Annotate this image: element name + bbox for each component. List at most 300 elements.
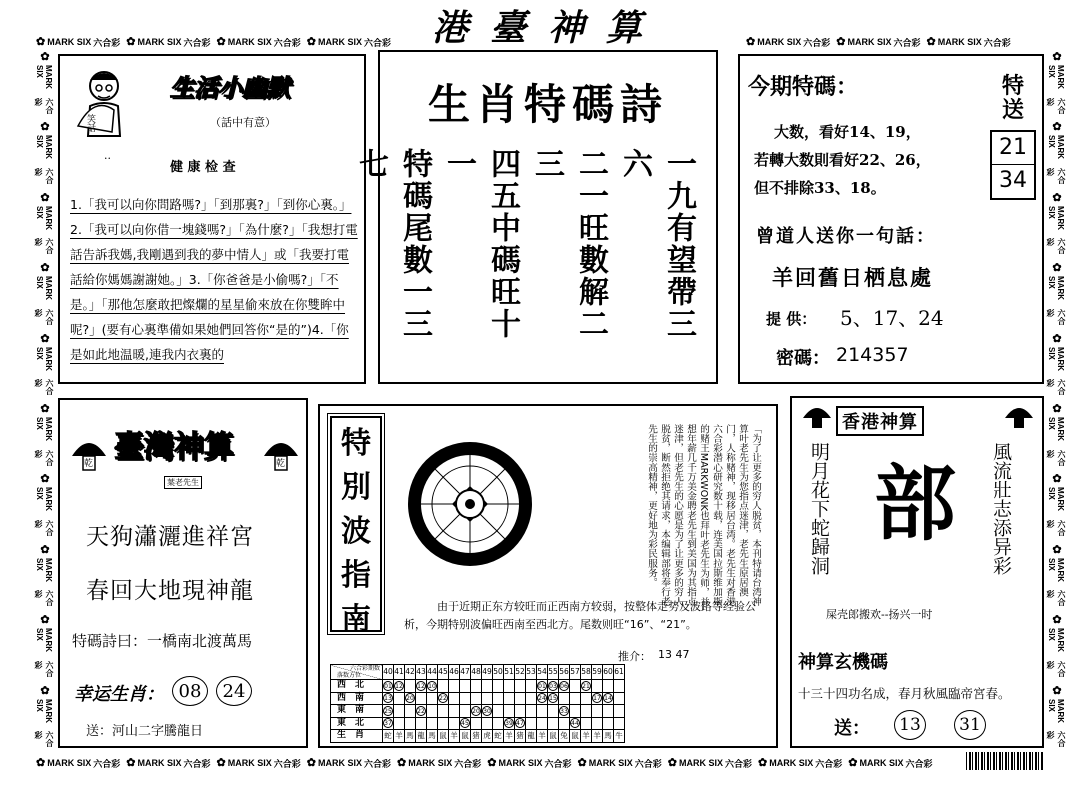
- mushroom-right-icon: [262, 436, 300, 476]
- flower-icon: ✿: [38, 402, 51, 416]
- period-header: 56: [559, 665, 570, 680]
- ribbon-segment: [33, 613, 55, 679]
- table-cell: [614, 717, 625, 730]
- table-cell: [504, 680, 515, 693]
- table-cell: [482, 717, 493, 730]
- ribbon-segment: [1045, 472, 1067, 538]
- provide-label: 提 供：: [766, 310, 817, 328]
- table-cell: [581, 680, 592, 693]
- provide-numbers: 5、17、24: [840, 306, 944, 330]
- ribbon-mark: MARK SIX: [227, 758, 272, 768]
- ribbon-segment: [1045, 684, 1067, 750]
- table-cell: [471, 717, 482, 730]
- table-cell: [482, 692, 493, 705]
- table-cell: [438, 692, 449, 705]
- table-cell: [493, 692, 504, 705]
- marked-number: 22: [439, 695, 447, 703]
- ribbon-segment: [36, 757, 120, 770]
- ribbon-brand: 六合彩: [815, 758, 843, 769]
- ribbon-segment: [1045, 402, 1067, 468]
- table-row: [331, 705, 625, 718]
- table-cell: [438, 680, 449, 693]
- table-corner-bottom: 落数方位: [337, 672, 362, 679]
- ribbon-mark: MARK SIX: [1047, 276, 1065, 301]
- flower-icon: ✿: [216, 756, 226, 769]
- guide-panel: [318, 404, 778, 748]
- table-cell: [515, 717, 526, 730]
- marked-number: 15: [549, 695, 557, 703]
- table-cell: [405, 717, 416, 730]
- row-label: 東 南: [331, 705, 383, 718]
- table-cell: [427, 680, 438, 693]
- period-header: 47: [460, 665, 471, 680]
- table-cell: [471, 692, 482, 705]
- hk-big-char: 部: [874, 456, 957, 552]
- ribbon-brand: 六合彩: [634, 758, 662, 769]
- ribbon-mark: MARK SIX: [35, 65, 53, 89]
- table-cell: [416, 680, 427, 693]
- flower-icon: ✿: [38, 683, 51, 697]
- current-lines: [754, 118, 931, 202]
- guide-analysis: 由于近期正东方较旺而正西南方较弱，按整体走势及波路等经验公析，今期特别波偏旺西南至西北方。尾数则旺“16”、“21”。: [404, 600, 756, 631]
- ribbon-brand: 六合彩: [273, 37, 301, 48]
- table-cell: [460, 692, 471, 705]
- zodiac-cell: 鼠: [439, 731, 447, 740]
- table-cell: [570, 717, 581, 730]
- marked-number: 20: [406, 695, 414, 703]
- flower-icon: ✿: [38, 120, 51, 134]
- table-cell: [427, 717, 438, 730]
- marked-number: 13: [384, 695, 392, 703]
- table-cell: [427, 705, 438, 718]
- zodiac-cell: 羊: [582, 731, 590, 740]
- ribbon-brand: 六合彩: [183, 758, 211, 769]
- table-cell: [383, 680, 394, 693]
- flower-icon: ✿: [126, 756, 136, 769]
- table-cell: [394, 717, 405, 730]
- zodiac-cell: 馬: [604, 731, 612, 740]
- flower-icon: ✿: [577, 756, 587, 769]
- current-line: 若轉大数則看好22、26，: [754, 151, 931, 169]
- ribbon-mark: MARK SIX: [35, 417, 53, 442]
- guide-intro: 「为了让更多的穷人脱贫，本刊特请台湾神算叶老先生为您指点迷津，老先生原居澳门，人称赌神，现移居台湾。老先生对香港六合彩潜心研究数十载，连美国拉斯维加斯的赌王MARKWONK也拜叶老先生为师，并想年薪几千万美金聘老先生到美国为其指点迷津，但老先生的心愿是为了让更多的穷人脱贫，断然拒绝其请求，本编辑部将奉行老先生的崇高精神，更好地为彩民服务。: [646, 424, 761, 607]
- poem-column: 特碼尾數一三七: [353, 148, 432, 340]
- table-cell: [592, 680, 603, 693]
- ribbon-brand: 六合彩: [1046, 168, 1066, 185]
- ribbon-brand: 六合彩: [34, 731, 54, 748]
- period-header: 46: [449, 665, 460, 680]
- table-cell: [559, 705, 570, 718]
- row-label: 西 北: [331, 680, 383, 693]
- recommend-label: 推介：: [618, 650, 651, 663]
- period-header: 43: [416, 665, 427, 680]
- flower-icon: ✿: [38, 542, 51, 556]
- ribbon-segment: [36, 36, 120, 49]
- table-cell: [438, 717, 449, 730]
- marked-number: 24: [538, 695, 546, 703]
- table-cell: [427, 692, 438, 705]
- ribbon-mark: MARK SIX: [317, 758, 362, 768]
- current-panel: [738, 54, 1044, 384]
- ribbon-mark: MARK SIX: [757, 37, 802, 47]
- period-header: 41: [394, 665, 405, 680]
- table-cell: [548, 692, 559, 705]
- table-cell: [515, 680, 526, 693]
- ribbon-brand: 六合彩: [34, 590, 54, 607]
- ribbon-brand: 六合彩: [93, 758, 121, 769]
- ribbon-mark: MARK SIX: [137, 758, 182, 768]
- ribbon-brand: 六合彩: [1046, 238, 1066, 255]
- table-cell: [581, 705, 592, 718]
- humor-heading: 健 康 检 查: [170, 160, 236, 175]
- hk-send-number-circle: [894, 710, 926, 740]
- table-cell: [482, 680, 493, 693]
- flower-icon: ✿: [126, 35, 136, 48]
- ribbon-segment: [578, 757, 662, 770]
- marked-number: 45: [461, 720, 469, 728]
- table-cell: [526, 692, 537, 705]
- guide-title-char: 特: [341, 426, 371, 461]
- top-left-ribbon: [36, 32, 391, 52]
- send-box: [990, 130, 1036, 200]
- table-cell: [394, 680, 405, 693]
- ribbon-segment: [1045, 50, 1067, 116]
- period-header: 48: [471, 665, 482, 680]
- ribbon-mark: MARK SIX: [937, 37, 982, 47]
- period-header: 57: [570, 665, 581, 680]
- table-cell: [416, 705, 427, 718]
- marked-number: 25: [384, 707, 392, 715]
- current-line: 大数，看好14、19，: [774, 123, 921, 141]
- ribbon-mark: MARK SIX: [408, 758, 453, 768]
- table-cell: [504, 705, 515, 718]
- zodiac-cell: 蛇: [494, 731, 502, 740]
- badge-text: 乾: [276, 459, 286, 469]
- ribbon-brand: 六合彩: [34, 238, 54, 255]
- flower-icon: ✿: [36, 35, 46, 48]
- ribbon-segment: [33, 332, 55, 398]
- ribbon-mark: MARK SIX: [35, 276, 53, 301]
- guide-title-box: [330, 416, 382, 637]
- hk-right-mushroom-icon: [1004, 404, 1034, 434]
- flower-icon: ✿: [758, 756, 768, 769]
- period-header: 50: [493, 665, 504, 680]
- zodiac-cell: 羊: [593, 731, 601, 740]
- period-header: 52: [515, 665, 526, 680]
- ribbon-segment: [33, 261, 55, 327]
- ribbon-brand: 六合彩: [724, 758, 752, 769]
- table-cell: [482, 705, 493, 718]
- table-corner: [331, 665, 383, 680]
- ribbon-segment: [307, 36, 391, 49]
- table-row: [331, 680, 625, 693]
- table-cell: [383, 692, 394, 705]
- zodiac-cell: 馬: [406, 731, 414, 740]
- ribbon-mark: MARK SIX: [227, 37, 272, 47]
- marked-number: 01: [538, 682, 546, 690]
- hk-left-mushroom-icon: [802, 404, 832, 434]
- period-header: 40: [383, 665, 394, 680]
- flower-icon: ✿: [36, 756, 46, 769]
- row-label: 東 北: [331, 717, 383, 730]
- table-cell: [603, 717, 614, 730]
- ribbon-brand: 六合彩: [183, 37, 211, 48]
- table-cell: [614, 705, 625, 718]
- table-cell: [416, 717, 427, 730]
- ribbon-segment: [1045, 120, 1067, 186]
- table-cell: [559, 717, 570, 730]
- period-header: 51: [504, 665, 515, 680]
- ribbon-segment: [848, 757, 932, 770]
- code-value: 214357: [836, 344, 909, 366]
- table-cell: [581, 717, 592, 730]
- flower-icon: ✿: [38, 331, 51, 345]
- zodiac-cell: 羊: [395, 731, 403, 740]
- ribbon-segment: [397, 757, 481, 770]
- ribbon-brand: 六合彩: [34, 168, 54, 185]
- table-cell: [493, 680, 504, 693]
- ribbon-mark: MARK SIX: [35, 135, 53, 160]
- ribbon-mark: MARK SIX: [35, 346, 53, 371]
- flower-icon: ✿: [38, 190, 51, 204]
- poem-column: 一九有望帶三六: [617, 148, 696, 340]
- table-cell: [526, 705, 537, 718]
- table-cell: [449, 717, 460, 730]
- table-cell: [493, 717, 504, 730]
- table-cell: [405, 692, 416, 705]
- ribbon-brand: 六合彩: [34, 520, 54, 537]
- ribbon-segment: [1045, 191, 1067, 257]
- period-header: 61: [614, 665, 625, 680]
- ribbon-segment: [1045, 613, 1067, 679]
- poem-column: 四五中碼旺十一: [441, 148, 520, 340]
- ribbon-brand: 六合彩: [803, 37, 831, 48]
- ribbon-mark: MARK SIX: [1047, 557, 1065, 582]
- flower-icon: ✿: [1050, 613, 1063, 627]
- table-cell: [592, 717, 603, 730]
- table-cell: [383, 717, 394, 730]
- table-cell: [581, 692, 592, 705]
- ribbon-segment: [668, 757, 752, 770]
- ribbon-segment: [927, 36, 1011, 49]
- flower-icon: ✿: [1050, 472, 1063, 486]
- hk-panel: [790, 396, 1044, 748]
- marked-number: 12: [417, 682, 425, 690]
- flower-icon: ✿: [667, 756, 677, 769]
- period-header: 55: [548, 665, 559, 680]
- ribbon-mark: MARK SIX: [769, 758, 814, 768]
- table-cell: [603, 692, 614, 705]
- zodiac-cell: 羊: [538, 731, 546, 740]
- ribbon-mark: MARK SIX: [1047, 65, 1065, 89]
- table-cell: [493, 705, 504, 718]
- hk-caption: 屎壳郎搬欢--扬兴一时: [826, 608, 933, 621]
- flower-icon: ✿: [216, 35, 226, 48]
- period-header: 60: [603, 665, 614, 680]
- saying-text: 羊回舊日栖息處: [772, 265, 933, 290]
- ribbon-mark: MARK SIX: [1047, 487, 1065, 512]
- flower-icon: ✿: [1050, 402, 1063, 416]
- recommend-numbers: 13 47: [658, 648, 690, 661]
- table-cell: [504, 717, 515, 730]
- row-label: 西 南: [331, 692, 383, 705]
- humor-body: 1.「我可以向你問路嗎?」「到那裏?」「到你心裏。」2.「我可以向你借一塊錢嗎?」「為什麼?」「我想打電話告訴我媽,我剛遇到我的夢中情人」或「我要打電話給你媽媽謝謝她。」3.「你爸爸是小偷嗎?」「不是。」「那他怎麼敢把燦爛的星星偷來放在你雙眸中呢?」(要有心裏準備如果她們回答你“是的”)4.「你是如此地温暖,連我内衣裏的: [70, 197, 358, 362]
- bottom-ribbon: [36, 753, 1046, 773]
- zodiac-cell: 鼠: [549, 731, 557, 740]
- table-cell: [570, 680, 581, 693]
- table-cell: [614, 680, 625, 693]
- period-header: 54: [537, 665, 548, 680]
- lucky-number-circle: [172, 676, 208, 706]
- period-header: 49: [482, 665, 493, 680]
- zodiac-cell: 羊: [450, 731, 458, 740]
- ribbon-segment: [217, 757, 301, 770]
- ribbon-segment: [217, 36, 301, 49]
- zodiac-cell: 鼠: [461, 731, 469, 740]
- ribbon-mark: MARK SIX: [35, 628, 53, 653]
- ribbon-brand: 六合彩: [1046, 308, 1066, 325]
- table-cell: [526, 680, 537, 693]
- flower-icon: ✿: [38, 50, 51, 63]
- humor-subtitle: （話中有意）: [210, 116, 276, 129]
- ribbon-mark: MARK SIX: [47, 37, 92, 47]
- table-cell: [559, 692, 570, 705]
- zodiac-cell: 牛: [615, 731, 623, 740]
- top-right-ribbon: [746, 32, 1046, 52]
- poem-column: 二一旺數解二三: [529, 148, 608, 340]
- table-cell: [460, 717, 471, 730]
- ribbon-segment: [33, 50, 55, 116]
- table-cell: [383, 705, 394, 718]
- header-title: 港臺神算: [431, 7, 664, 49]
- zodiac-cell: 馬: [428, 731, 436, 740]
- flower-icon: ✿: [848, 756, 858, 769]
- guide-title-char: 波: [341, 514, 371, 549]
- flower-icon: ✿: [1050, 542, 1063, 556]
- ribbon-brand: 六合彩: [34, 449, 54, 466]
- zodiac-cell: 龍: [527, 731, 535, 740]
- table-cell: [416, 692, 427, 705]
- guide-title-char: 指: [341, 558, 371, 593]
- lucky-number: 08: [172, 676, 208, 706]
- send-number: 34: [999, 168, 1027, 193]
- lucky-number-circle: [216, 676, 252, 706]
- period-header: 45: [438, 665, 449, 680]
- marked-number: 10: [428, 682, 436, 690]
- code-label: 密碼：: [776, 348, 830, 369]
- ribbon-brand: 六合彩: [363, 37, 391, 48]
- table-corner-top: 六合彩期数: [349, 665, 380, 672]
- period-header: 53: [526, 665, 537, 680]
- ribbon-segment: [1045, 261, 1067, 327]
- table-cell: [405, 680, 416, 693]
- marked-number: 14: [604, 695, 612, 703]
- table-cell: [548, 680, 559, 693]
- table-cell: [537, 692, 548, 705]
- marked-number: 47: [516, 720, 524, 728]
- ribbon-segment: [33, 191, 55, 257]
- ribbon-mark: MARK SIX: [35, 205, 53, 230]
- table-cell: [438, 705, 449, 718]
- ribbon-brand: 六合彩: [93, 37, 121, 48]
- table-cell: [460, 680, 471, 693]
- hk-left-col: 明月花下蛇歸洞: [808, 442, 830, 575]
- marked-number: 12: [395, 682, 403, 690]
- taiwan-logo: 臺灣神算: [114, 430, 234, 465]
- period-table: [330, 664, 625, 743]
- flower-icon: ✿: [1050, 261, 1063, 275]
- taiwan-line2: 春回大地現神龍: [86, 578, 254, 604]
- marked-number: 22: [417, 707, 425, 715]
- mushroom-left-icon: [70, 436, 108, 476]
- ribbon-segment: [33, 472, 55, 538]
- ribbon-segment: [307, 757, 391, 770]
- zodiac-cell: 兔: [560, 731, 568, 740]
- ribbon-segment: [1045, 332, 1067, 398]
- zodiac-row: [331, 730, 625, 743]
- table-cell: [592, 692, 603, 705]
- zodiac-cell: 鼠: [571, 731, 579, 740]
- table-cell: [394, 705, 405, 718]
- ribbon-segment: [33, 120, 55, 186]
- ribbon-mark: MARK SIX: [35, 698, 53, 723]
- taiwan-poem: 特碼詩曰：一橋南北渡萬馬: [72, 632, 253, 650]
- ribbon-segment: [836, 36, 920, 49]
- ribbon-segment: [33, 684, 55, 750]
- ribbon-brand: 六合彩: [983, 37, 1011, 48]
- ribbon-mark: MARK SIX: [847, 37, 892, 47]
- guide-title-char: 南: [341, 602, 371, 637]
- marked-number: 03: [549, 682, 557, 690]
- table-cell: [449, 705, 460, 718]
- saying-intro: 曾道人送你一句話：: [756, 226, 936, 247]
- taiwan-panel: [58, 398, 308, 748]
- period-header: 42: [405, 665, 416, 680]
- ribbon-brand: 六合彩: [1046, 731, 1066, 748]
- ribbon-brand: 六合彩: [1046, 379, 1066, 396]
- compass-icon: [404, 438, 536, 574]
- fan-text: 笑話: [85, 114, 95, 132]
- table-cell: [537, 717, 548, 730]
- ribbon-mark: MARK SIX: [317, 37, 362, 47]
- ribbon-segment: [33, 402, 55, 468]
- table-cell: [515, 692, 526, 705]
- table-cell: [460, 705, 471, 718]
- marked-number: 17: [593, 695, 601, 703]
- ribbon-mark: MARK SIX: [35, 557, 53, 582]
- flower-icon: ✿: [926, 35, 936, 48]
- ribbon-mark: MARK SIX: [1047, 417, 1065, 442]
- flower-icon: ✿: [1050, 331, 1063, 345]
- poem-title: 生肖特碼詩: [427, 80, 668, 129]
- ribbon-segment: [126, 36, 210, 49]
- ribbon-mark: MARK SIX: [47, 758, 92, 768]
- barcode: [966, 752, 1044, 770]
- ribbon-segment: [758, 757, 842, 770]
- row-label: 生 肖: [331, 730, 383, 743]
- humor-panel: [58, 54, 366, 384]
- flower-icon: ✿: [306, 756, 316, 769]
- table-row: [331, 717, 625, 730]
- ribbon-segment: [33, 543, 55, 609]
- badge-text: 乾: [84, 459, 94, 469]
- table-cell: [515, 705, 526, 718]
- cartoon-figure-icon: [74, 66, 162, 138]
- marked-number: 20: [472, 707, 480, 715]
- flower-icon: ✿: [306, 35, 316, 48]
- zodiac-cell: 猪: [516, 731, 524, 740]
- flower-icon: ✿: [746, 35, 756, 48]
